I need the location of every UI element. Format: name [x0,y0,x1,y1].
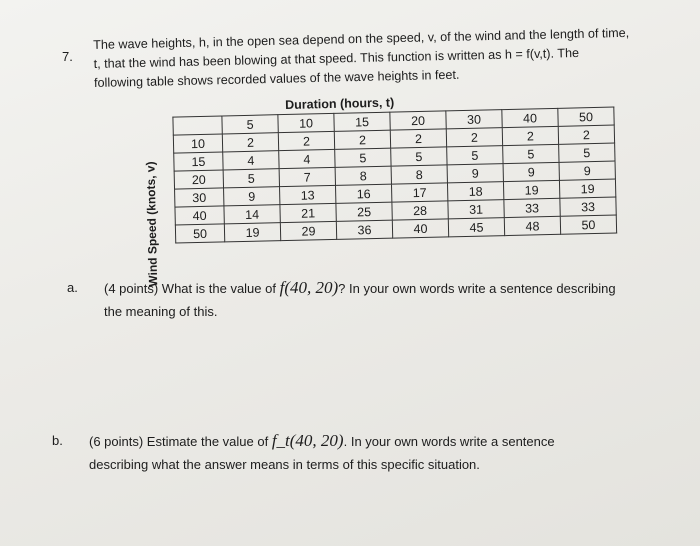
wind-speed-cell: 20 [174,170,223,189]
wind-speed-cell: 10 [173,134,222,153]
duration-axis-label: Duration (hours, t) [285,95,395,113]
wave-height-cell: 2 [278,131,334,150]
wave-height-cell: 5 [391,147,447,166]
duration-header-cell: 5 [222,115,278,134]
wave-height-cell: 45 [448,218,504,237]
wave-height-cell: 2 [222,133,278,152]
wave-height-cell: 40 [392,219,448,238]
wave-height-cell: 19 [503,180,559,199]
duration-header-cell: 50 [558,107,614,126]
duration-header-cell: 10 [278,113,334,132]
wave-height-cell: 9 [559,161,615,180]
duration-header-cell: 20 [390,111,446,130]
duration-header-cell: 40 [502,108,558,127]
wave-height-cell: 8 [391,165,447,184]
part-b-post: . In your own words write a sentence [343,434,555,449]
wave-height-cell: 2 [558,125,614,144]
question-intro [93,23,684,93]
wave-height-cell: 7 [279,167,335,186]
part-b-line-2: describing what the answer means in terms of this specific situation. [89,457,480,472]
intro-line-3: following table shows recorded values of the wave heights in feet. [93,67,460,90]
part-a-expression: f(40, 20) [279,278,339,297]
wave-height-cell: 19 [559,179,615,198]
intro-line-1: The wave heights, h, in the open sea depend on the speed, v, of the wind and the length of time, [93,25,630,52]
wind-speed-cell: 50 [175,224,224,243]
wave-height-cell: 25 [336,202,392,221]
wind-speed-cell: 30 [175,188,224,207]
wind-speed-axis-label: Wind Speed (knots, v) [143,161,161,287]
wave-height-cell: 13 [280,185,336,204]
wave-height-cell: 21 [280,203,336,222]
part-b-expression: f_t(40, 20) [271,431,344,450]
wave-height-cell: 5 [559,143,615,162]
wave-height-cell: 5 [223,169,279,188]
wave-height-cell: 28 [392,201,448,220]
part-b-line-1 [89,430,555,452]
wave-height-cell: 31 [448,200,504,219]
duration-header-cell: 15 [334,112,390,131]
wave-height-table [172,107,617,244]
wave-height-cell: 33 [560,197,616,216]
wave-height-cell: 5 [503,144,559,163]
intro-line-2: t, that the wind has been blowing at that speed. This function is written as h = f(v,t). The [93,45,580,71]
part-a-label: a. [67,280,78,295]
part-b-pre: (6 points) Estimate the value of [89,434,269,449]
part-a-line-2: the meaning of this. [104,304,218,319]
wave-height-cell: 2 [334,130,390,149]
part-a-pre: (4 points) What is the value of [104,281,276,296]
wind-speed-cell: 40 [175,206,224,225]
wave-height-cell: 18 [447,182,503,201]
wave-height-cell: 36 [336,220,392,239]
part-b [52,430,692,480]
wave-height-table-section [110,88,634,287]
wave-height-cell: 33 [504,198,560,217]
wave-height-cell: 9 [224,187,280,206]
wave-height-cell: 2 [502,126,558,145]
wave-height-cell: 5 [447,146,503,165]
part-b-label: b. [52,433,63,448]
wave-height-cell: 8 [335,166,391,185]
wave-height-cell: 48 [504,216,560,235]
table-corner-cell [173,116,222,135]
part-a [67,277,692,327]
wave-height-cell: 4 [279,149,335,168]
wave-height-cell: 17 [391,183,447,202]
wave-height-cell: 9 [447,164,503,183]
wave-height-cell: 19 [224,223,280,242]
wave-height-cell: 2 [390,129,446,148]
wave-height-cell: 50 [560,215,616,234]
question-number: 7. [62,49,73,64]
wave-height-cell: 16 [335,184,391,203]
wave-height-cell: 4 [223,151,279,170]
wave-height-cell: 9 [503,162,559,181]
wave-height-cell: 29 [280,221,336,240]
duration-header-cell: 30 [446,110,502,129]
wave-height-cell: 14 [224,205,280,224]
wind-speed-cell: 15 [174,152,223,171]
part-a-line-1 [104,277,616,299]
wave-height-cell: 2 [446,128,502,147]
wave-height-cell: 5 [335,148,391,167]
part-a-post: ? In your own words write a sentence describing [338,281,616,296]
